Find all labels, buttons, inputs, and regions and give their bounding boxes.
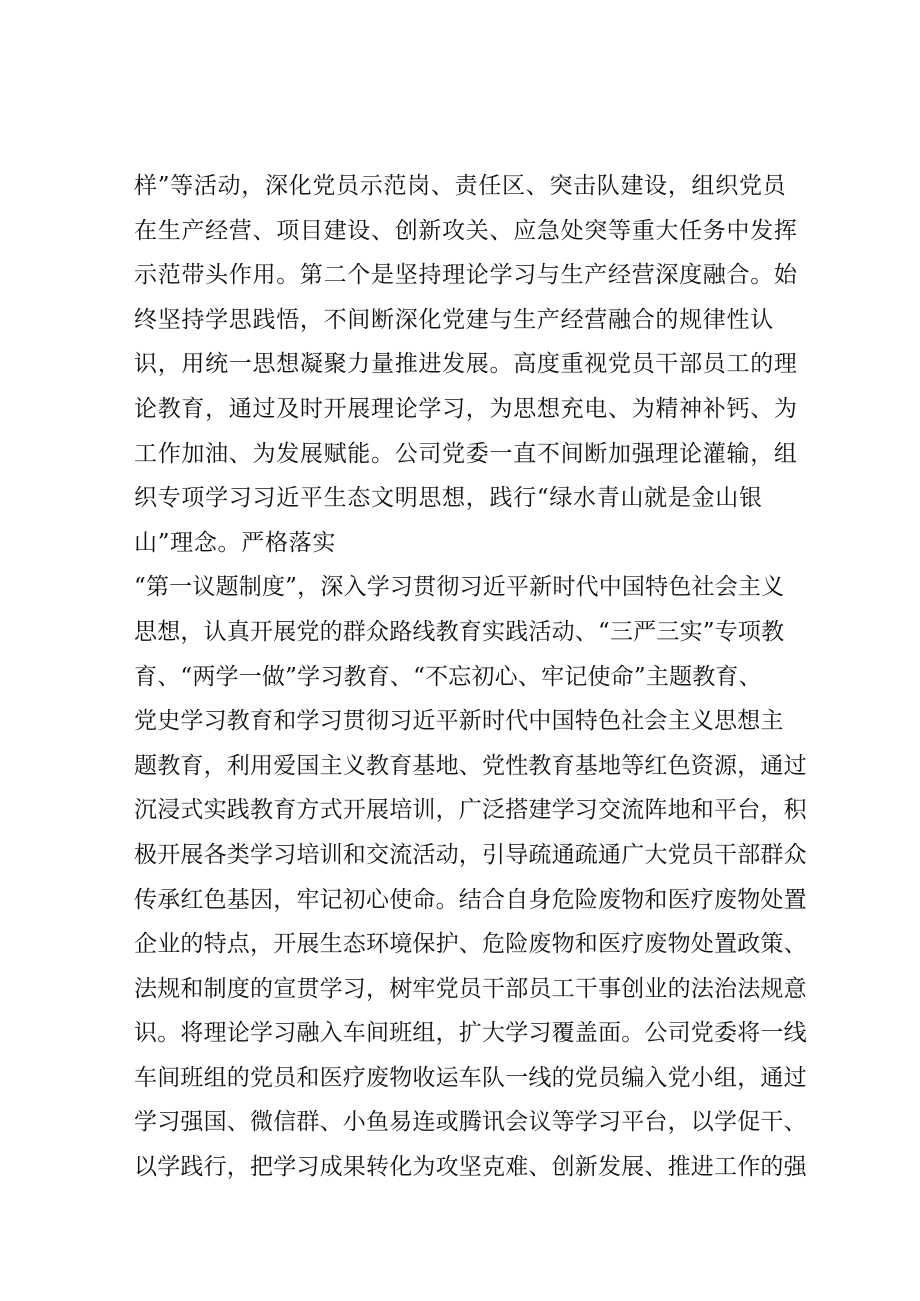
text-line: 企业的特点，开展生态环境保护、危险废物和医疗废物处置政策、 bbox=[134, 931, 807, 958]
text-line: 工作加油、为发展赋能。公司党委一直不间断加强理论灌输，组 bbox=[134, 440, 798, 467]
text-line: “第一议题制度”，深入学习贯彻习近平新时代中国特色社会主义 bbox=[134, 574, 785, 601]
text-line: 示范带头作用。第二个是坚持理论学习与生产经营深度融合。始 bbox=[134, 262, 798, 289]
text-line: 织专项学习习近平生态文明思想，践行“绿水青山就是金山银 bbox=[134, 485, 763, 512]
text-line: 样”等活动，深化党员示范岗、责任区、突击队建设，组织党员 bbox=[134, 173, 787, 199]
text-line: 论教育，通过及时开展理论学习，为思想充电、为精神补钙、为 bbox=[134, 395, 798, 422]
text-line: 以学践行，把学习成果转化为攻坚克难、创新发展、推进工作的强 bbox=[134, 1154, 807, 1181]
text-line: 学习强国、微信群、小鱼易连或腾讯会议等学习平台，以学促干、 bbox=[134, 1109, 807, 1136]
text-line: 车间班组的党员和医疗废物收运车队一线的党员编入党小组，通过 bbox=[134, 1064, 807, 1091]
text-line: 沉浸式实践教育方式开展培训，广泛搭建学习交流阵地和平台，积 bbox=[134, 797, 807, 824]
text-line: 育、“两学一做”学习教育、“不忘初心、牢记使命”主题教育、 bbox=[134, 663, 762, 690]
text-line: 终坚持学思践悟，不间断深化党建与生产经营融合的规律性认 bbox=[134, 306, 774, 333]
text-line: 传承红色基因，牢记初心使命。结合自身危险废物和医疗废物处置 bbox=[134, 886, 807, 913]
text-line: 山”理念。严格落实 bbox=[134, 529, 337, 556]
body-text bbox=[134, 164, 807, 1190]
text-line: 识，用统一思想凝聚力量推进发展。高度重视党员干部员工的理 bbox=[134, 351, 798, 378]
text-line: 思想，认真开展党的群众路线教育实践活动、“三严三实”专项教 bbox=[134, 618, 785, 645]
text-line: 党史学习教育和学习贯彻习近平新时代中国特色社会主义思想主 bbox=[134, 708, 784, 735]
text-line: 在生产经营、项目建设、创新攻关、应急处突等重大任务中发挥 bbox=[134, 217, 798, 244]
text-line: 极开展各类学习培训和交流活动，引导疏通疏通广大党员干部群众 bbox=[134, 841, 807, 868]
text-line: 题教育，利用爱国主义教育基地、党性教育基地等红色资源，通过 bbox=[134, 752, 807, 779]
text-line: 识。将理论学习融入车间班组，扩大学习覆盖面。公司党委将一线 bbox=[134, 1020, 807, 1047]
text-line: 法规和制度的宣贯学习，树牢党员干部员工干事创业的法治法规意 bbox=[134, 975, 807, 1002]
